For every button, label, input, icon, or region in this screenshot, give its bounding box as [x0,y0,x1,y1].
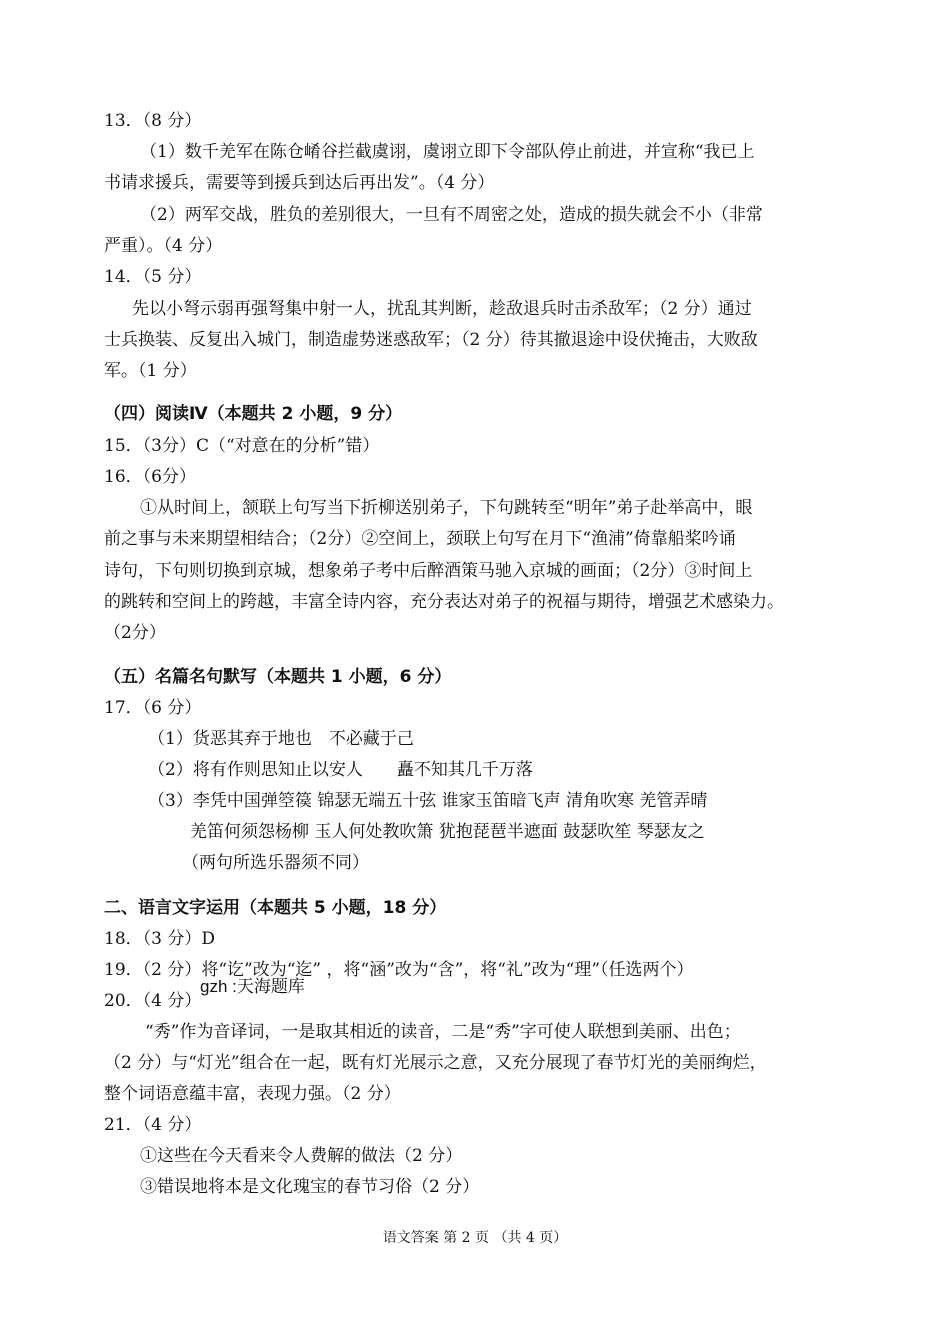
text-line-q17-head: 17．（6 分） [104,698,202,718]
watermark-text: gzh :天海题库 [200,977,305,996]
page-footer: 语文答案 第 2 页 （共 4 页） [382,1230,568,1246]
text-line-q16-b: 前之事与未来期望相结合；（2分）②空间上，颈联上句写在月下“渔浦”倚靠船桨吟诵 [104,529,736,549]
text-line-q15: 15．（3分）C（“对意在的分析”错） [104,436,380,456]
text-line-q21-head: 21．（4 分） [104,1115,202,1135]
text-line-q20-head: 20．（4 分） [104,991,202,1011]
text-line-q18: 18．（3 分）D [104,929,215,949]
text-line-q14-c: 军。（1 分） [104,361,197,381]
text-line-q21-3: ③错误地将本是文化瑰宝的春节习俗（2 分） [140,1177,480,1197]
text-line-sec4: （四）阅读Ⅳ（本题共 2 小题，9 分） [104,404,403,424]
text-line-q13-head: 13．（8 分） [104,111,202,131]
text-line-q17-3b: 羌笛何须怨杨柳 玉人何处教吹箫 犹抱琵琶半遮面 鼓瑟吹笙 琴瑟友之 [190,822,705,842]
text-line-q16-head: 16．（6分） [104,467,196,487]
text-line-q21-1: ①这些在今天看来令人费解的做法（2 分） [140,1146,463,1166]
text-line-q13-1a: （1）数千羌军在陈仓崤谷拦截虞诩，虞诩立即下令部队停止前进，并宣称“我已上 [140,142,755,162]
text-line-q16-d: 的跳转和空间上的跨越，丰富全诗内容，充分表达对弟子的祝福与期待，增强艺术感染力。 [104,592,784,612]
text-line-q17-3a: （3）李凭中国弹箜篌 锦瑟无端五十弦 谁家玉笛暗飞声 清角吹寒 羌管弄晴 [148,791,708,811]
text-line-q14-head: 14．（5 分） [104,267,202,287]
text-line-q16-e: （2分） [104,623,166,643]
text-line-q19: 19．（2 分）将“讫”改为“迄” ，将“涵”改为“含”，将“礼”改为“理”（任选两个） [104,960,694,980]
text-line-q13-1b: 书请求援兵，需要等到援兵到达后再出发”。（4 分） [104,173,495,193]
text-line-q13-2b: 严重）。（4 分） [104,236,223,256]
text-line-sec5: （五）名篇名句默写（本题共 1 小题，6 分） [104,667,452,687]
text-line-q17-1: （1）货恶其弃于地也 不必藏于己 [148,729,414,749]
text-line-q14-a: 先以小弩示弱再强弩集中射一人，扰乱其判断，趁敌退兵时击杀敌军；（2 分）通过 [132,299,752,319]
text-line-q20-a: “秀”作为音译词，一是取其相近的读音，二是“秀”字可使人联想到美丽、出色； [145,1022,741,1042]
text-line-q16-a: ①从时间上，颔联上句写当下折柳送别弟子，下句跳转至“明年”弟子赴举高中，眼 [140,498,753,518]
text-line-part2: 二、语言文字运用（本题共 5 小题，18 分） [104,898,447,918]
text-line-q14-b: 士兵换装、反复出入城门，制造虚势迷惑敌军；（2 分）待其撤退途中设伏掩击，大败敌 [104,330,758,350]
text-line-q13-2a: （2）两军交战，胜负的差别很大，一旦有不周密之处，造成的损失就会不小（非常 [140,205,763,225]
text-line-q16-c: 诗句，下句则切换到京城，想象弟子考中后醉酒策马驰入京城的画面；（2分）③时间上 [104,561,753,581]
text-line-q20-c: 整个词语意蕴丰富，表现力强。（2 分） [104,1084,401,1104]
text-line-q17-2: （2）将有作则思知止以安人 矗不知其几千万落 [148,760,533,780]
text-line-q17-3c: （两句所选乐器须不同） [182,853,369,873]
text-line-q20-b: （2 分）与“灯光”组合在一起，既有灯光展示之意，又充分展现了春节灯光的美丽绚烂， [104,1053,767,1073]
